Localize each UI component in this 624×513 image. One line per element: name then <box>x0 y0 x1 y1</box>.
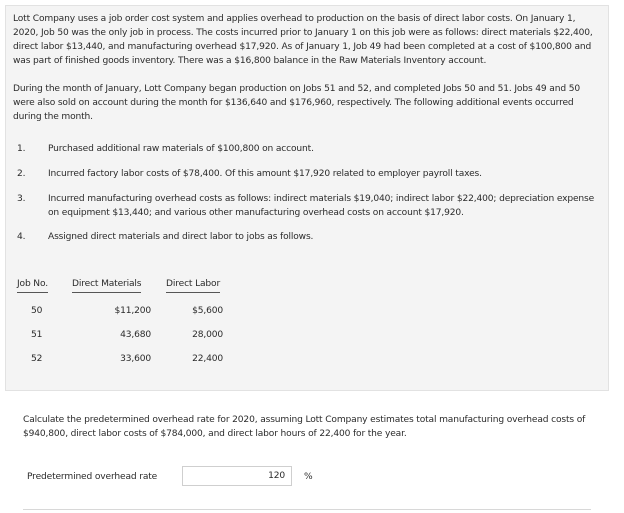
problem-panel <box>5 5 609 391</box>
header-job-no: Job No. <box>17 277 48 293</box>
problem-paragraph-1: Lott Company uses a job order cost system and applies overhead to production on the basis of direct labor costs. On January 1, 2020, Job 50 was the only job in process. The costs incurred prior to January 1 on this job were as follows: direct materials $22,400, direct labor $13,440, and manufacturing overhead $17,920. As of January 1, Job 49 had been completed at a cost of $100,800 and was part of finished goods inventory. There was a $16,800 balance in the Raw Materials Inventory account. <box>13 14 593 66</box>
cell-direct-labor: 22,400 <box>192 354 223 364</box>
cell-direct-materials: 33,600 <box>120 354 151 364</box>
percent-unit: % <box>304 472 313 482</box>
problem-paragraph-2: During the month of January, Lott Company began production on Jobs 51 and 52, and completed Jobs 50 and 51. Jobs 49 and 50 were also sold on account during the month for $136,640 and $176,960, respectively. The following additional events occurred during the month. <box>13 84 580 122</box>
cell-direct-labor: 28,000 <box>192 330 223 340</box>
header-direct-labor: Direct Labor <box>166 277 220 293</box>
list-item-text: Incurred manufacturing overhead costs as follows: indirect materials $19,040; indirect labor $22,400; depreciation expense on equipment $13,440; and various other manufacturing overhead costs on account $17,920. <box>48 194 595 218</box>
list-item-text: Purchased additional raw materials of $100,800 on account. <box>48 144 314 154</box>
list-item-number: 1. <box>17 144 26 154</box>
overhead-rate-label: Predetermined overhead rate <box>27 472 158 482</box>
overhead-rate-input[interactable]: 120 <box>182 466 292 486</box>
header-direct-materials: Direct Materials <box>72 277 141 293</box>
cell-job: 50 <box>31 306 43 316</box>
cell-direct-materials: 43,680 <box>120 330 151 340</box>
list-item-number: 4. <box>17 232 26 242</box>
cell-job: 52 <box>31 354 43 364</box>
list-item-number: 2. <box>17 169 26 179</box>
list-item-text: Assigned direct materials and direct labor to jobs as follows. <box>48 232 314 242</box>
question-text: Calculate the predetermined overhead rate for 2020, assuming Lott Company estimates total manufacturing overhead costs of $940,800, direct labor costs of $784,000, and direct labor hours of 22,400 for the year. <box>23 415 586 439</box>
list-item-text: Incurred factory labor costs of $78,400. Of this amount $17,920 related to employer payroll taxes. <box>48 169 482 179</box>
cell-direct-labor: $5,600 <box>192 306 223 316</box>
cell-direct-materials: $11,200 <box>114 306 151 316</box>
cell-job: 51 <box>31 330 43 340</box>
list-item-number: 3. <box>17 194 26 204</box>
divider <box>23 509 591 510</box>
